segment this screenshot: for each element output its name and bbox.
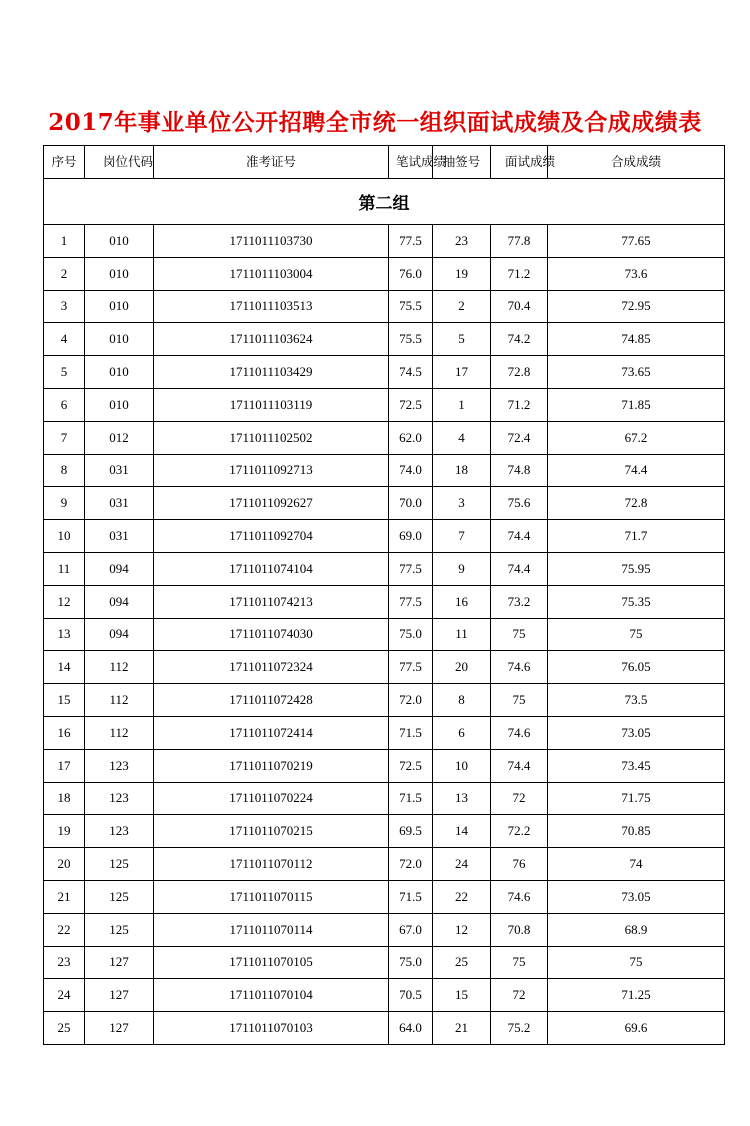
cell-post-code: 031 bbox=[85, 520, 154, 553]
cell-combined-score: 69.6 bbox=[548, 1012, 725, 1045]
cell-ticket: 1711011103429 bbox=[154, 356, 389, 389]
table-row bbox=[44, 684, 725, 717]
table-row bbox=[44, 225, 725, 258]
cell-ticket: 1711011092704 bbox=[154, 520, 389, 553]
header-seq: 序号 bbox=[44, 146, 85, 179]
cell-seq: 22 bbox=[44, 913, 85, 946]
cell-combined-score: 75 bbox=[548, 946, 725, 979]
cell-draw-number: 4 bbox=[433, 421, 491, 454]
cell-written-score: 77.5 bbox=[389, 225, 433, 258]
cell-seq: 6 bbox=[44, 388, 85, 421]
header-ticket: 准考证号 bbox=[154, 146, 389, 179]
cell-draw-number: 17 bbox=[433, 356, 491, 389]
cell-combined-score: 73.6 bbox=[548, 257, 725, 290]
cell-interview-score: 74.4 bbox=[491, 520, 548, 553]
cell-seq: 7 bbox=[44, 421, 85, 454]
cell-ticket: 1711011103513 bbox=[154, 290, 389, 323]
cell-interview-score: 73.2 bbox=[491, 585, 548, 618]
table-row bbox=[44, 585, 725, 618]
table-row bbox=[44, 979, 725, 1012]
cell-post-code: 127 bbox=[85, 979, 154, 1012]
table-row bbox=[44, 323, 725, 356]
cell-draw-number: 24 bbox=[433, 848, 491, 881]
cell-interview-score: 71.2 bbox=[491, 388, 548, 421]
cell-draw-number: 15 bbox=[433, 979, 491, 1012]
cell-draw-number: 12 bbox=[433, 913, 491, 946]
cell-interview-score: 72 bbox=[491, 979, 548, 1012]
cell-post-code: 094 bbox=[85, 618, 154, 651]
cell-written-score: 72.0 bbox=[389, 848, 433, 881]
cell-interview-score: 74.6 bbox=[491, 651, 548, 684]
cell-ticket: 1711011070104 bbox=[154, 979, 389, 1012]
cell-combined-score: 75.95 bbox=[548, 552, 725, 585]
table-row bbox=[44, 782, 725, 815]
cell-post-code: 123 bbox=[85, 782, 154, 815]
cell-draw-number: 9 bbox=[433, 552, 491, 585]
cell-draw-number: 20 bbox=[433, 651, 491, 684]
header-post-code: 岗位代码 bbox=[85, 146, 154, 179]
cell-post-code: 125 bbox=[85, 848, 154, 881]
cell-draw-number: 23 bbox=[433, 225, 491, 258]
table-row bbox=[44, 716, 725, 749]
cell-draw-number: 16 bbox=[433, 585, 491, 618]
cell-post-code: 123 bbox=[85, 749, 154, 782]
cell-ticket: 1711011103119 bbox=[154, 388, 389, 421]
cell-post-code: 010 bbox=[85, 388, 154, 421]
cell-interview-score: 74.2 bbox=[491, 323, 548, 356]
cell-interview-score: 74.4 bbox=[491, 552, 548, 585]
cell-seq: 23 bbox=[44, 946, 85, 979]
cell-written-score: 75.0 bbox=[389, 618, 433, 651]
table-row bbox=[44, 454, 725, 487]
cell-combined-score: 70.85 bbox=[548, 815, 725, 848]
cell-ticket: 1711011092627 bbox=[154, 487, 389, 520]
cell-combined-score: 73.05 bbox=[548, 716, 725, 749]
cell-draw-number: 21 bbox=[433, 1012, 491, 1045]
cell-post-code: 125 bbox=[85, 880, 154, 913]
cell-interview-score: 71.2 bbox=[491, 257, 548, 290]
cell-written-score: 69.5 bbox=[389, 815, 433, 848]
cell-ticket: 1711011072428 bbox=[154, 684, 389, 717]
cell-written-score: 71.5 bbox=[389, 782, 433, 815]
cell-seq: 2 bbox=[44, 257, 85, 290]
cell-combined-score: 75.35 bbox=[548, 585, 725, 618]
cell-ticket: 1711011074104 bbox=[154, 552, 389, 585]
table-row bbox=[44, 257, 725, 290]
cell-draw-number: 18 bbox=[433, 454, 491, 487]
table-row bbox=[44, 880, 725, 913]
cell-interview-score: 75.6 bbox=[491, 487, 548, 520]
cell-written-score: 77.5 bbox=[389, 552, 433, 585]
cell-interview-score: 74.4 bbox=[491, 749, 548, 782]
cell-draw-number: 14 bbox=[433, 815, 491, 848]
cell-post-code: 010 bbox=[85, 257, 154, 290]
cell-seq: 17 bbox=[44, 749, 85, 782]
cell-combined-score: 73.05 bbox=[548, 880, 725, 913]
header-row bbox=[44, 146, 725, 179]
cell-interview-score: 75 bbox=[491, 684, 548, 717]
cell-ticket: 1711011070112 bbox=[154, 848, 389, 881]
table-row bbox=[44, 487, 725, 520]
cell-seq: 12 bbox=[44, 585, 85, 618]
table-row bbox=[44, 290, 725, 323]
cell-post-code: 094 bbox=[85, 585, 154, 618]
cell-post-code: 010 bbox=[85, 323, 154, 356]
cell-written-score: 72.0 bbox=[389, 684, 433, 717]
group-row bbox=[44, 179, 725, 225]
cell-post-code: 010 bbox=[85, 356, 154, 389]
cell-post-code: 010 bbox=[85, 290, 154, 323]
table-row bbox=[44, 848, 725, 881]
cell-written-score: 75.0 bbox=[389, 946, 433, 979]
cell-written-score: 71.5 bbox=[389, 716, 433, 749]
cell-interview-score: 74.6 bbox=[491, 716, 548, 749]
table-row bbox=[44, 1012, 725, 1045]
cell-written-score: 74.5 bbox=[389, 356, 433, 389]
cell-seq: 11 bbox=[44, 552, 85, 585]
cell-written-score: 74.0 bbox=[389, 454, 433, 487]
cell-draw-number: 6 bbox=[433, 716, 491, 749]
cell-draw-number: 19 bbox=[433, 257, 491, 290]
table-row bbox=[44, 421, 725, 454]
cell-written-score: 62.0 bbox=[389, 421, 433, 454]
cell-post-code: 127 bbox=[85, 1012, 154, 1045]
cell-written-score: 70.0 bbox=[389, 487, 433, 520]
cell-written-score: 75.5 bbox=[389, 323, 433, 356]
cell-interview-score: 75.2 bbox=[491, 1012, 548, 1045]
cell-interview-score: 75 bbox=[491, 618, 548, 651]
cell-seq: 15 bbox=[44, 684, 85, 717]
cell-interview-score: 76 bbox=[491, 848, 548, 881]
cell-written-score: 71.5 bbox=[389, 880, 433, 913]
header-draw-number: 抽签号 bbox=[433, 146, 491, 179]
cell-ticket: 1711011103730 bbox=[154, 225, 389, 258]
cell-post-code: 123 bbox=[85, 815, 154, 848]
cell-combined-score: 67.2 bbox=[548, 421, 725, 454]
cell-post-code: 127 bbox=[85, 946, 154, 979]
cell-ticket: 1711011074213 bbox=[154, 585, 389, 618]
cell-combined-score: 75 bbox=[548, 618, 725, 651]
cell-ticket: 1711011102502 bbox=[154, 421, 389, 454]
cell-combined-score: 74.4 bbox=[548, 454, 725, 487]
cell-combined-score: 71.85 bbox=[548, 388, 725, 421]
cell-draw-number: 10 bbox=[433, 749, 491, 782]
cell-combined-score: 71.7 bbox=[548, 520, 725, 553]
cell-written-score: 72.5 bbox=[389, 749, 433, 782]
cell-ticket: 1711011072414 bbox=[154, 716, 389, 749]
cell-seq: 16 bbox=[44, 716, 85, 749]
cell-ticket: 1711011103004 bbox=[154, 257, 389, 290]
cell-seq: 24 bbox=[44, 979, 85, 1012]
cell-seq: 18 bbox=[44, 782, 85, 815]
cell-written-score: 64.0 bbox=[389, 1012, 433, 1045]
cell-interview-score: 72 bbox=[491, 782, 548, 815]
cell-ticket: 1711011074030 bbox=[154, 618, 389, 651]
cell-interview-score: 75 bbox=[491, 946, 548, 979]
cell-seq: 8 bbox=[44, 454, 85, 487]
cell-combined-score: 77.65 bbox=[548, 225, 725, 258]
cell-draw-number: 25 bbox=[433, 946, 491, 979]
cell-ticket: 1711011092713 bbox=[154, 454, 389, 487]
table-row bbox=[44, 946, 725, 979]
table-row bbox=[44, 815, 725, 848]
cell-combined-score: 73.5 bbox=[548, 684, 725, 717]
cell-interview-score: 72.8 bbox=[491, 356, 548, 389]
cell-written-score: 70.5 bbox=[389, 979, 433, 1012]
cell-written-score: 67.0 bbox=[389, 913, 433, 946]
table-row bbox=[44, 651, 725, 684]
cell-interview-score: 70.4 bbox=[491, 290, 548, 323]
cell-combined-score: 74 bbox=[548, 848, 725, 881]
cell-ticket: 1711011070105 bbox=[154, 946, 389, 979]
cell-combined-score: 74.85 bbox=[548, 323, 725, 356]
cell-interview-score: 74.6 bbox=[491, 880, 548, 913]
cell-combined-score: 72.95 bbox=[548, 290, 725, 323]
cell-post-code: 125 bbox=[85, 913, 154, 946]
cell-combined-score: 68.9 bbox=[548, 913, 725, 946]
cell-seq: 1 bbox=[44, 225, 85, 258]
cell-post-code: 112 bbox=[85, 684, 154, 717]
table-row bbox=[44, 913, 725, 946]
cell-written-score: 72.5 bbox=[389, 388, 433, 421]
cell-post-code: 010 bbox=[85, 225, 154, 258]
scores-table bbox=[43, 145, 725, 1045]
cell-draw-number: 3 bbox=[433, 487, 491, 520]
cell-draw-number: 7 bbox=[433, 520, 491, 553]
table-row bbox=[44, 388, 725, 421]
cell-seq: 14 bbox=[44, 651, 85, 684]
cell-seq: 4 bbox=[44, 323, 85, 356]
cell-draw-number: 2 bbox=[433, 290, 491, 323]
cell-combined-score: 71.75 bbox=[548, 782, 725, 815]
cell-post-code: 112 bbox=[85, 651, 154, 684]
cell-ticket: 1711011072324 bbox=[154, 651, 389, 684]
table-row bbox=[44, 552, 725, 585]
cell-post-code: 031 bbox=[85, 487, 154, 520]
cell-seq: 10 bbox=[44, 520, 85, 553]
cell-interview-score: 74.8 bbox=[491, 454, 548, 487]
cell-seq: 9 bbox=[44, 487, 85, 520]
header-written-score: 笔试成绩 bbox=[389, 146, 433, 179]
cell-written-score: 69.0 bbox=[389, 520, 433, 553]
cell-interview-score: 72.4 bbox=[491, 421, 548, 454]
cell-seq: 13 bbox=[44, 618, 85, 651]
cell-ticket: 1711011103624 bbox=[154, 323, 389, 356]
cell-written-score: 77.5 bbox=[389, 651, 433, 684]
cell-combined-score: 73.45 bbox=[548, 749, 725, 782]
table-row bbox=[44, 520, 725, 553]
header-interview-score: 面试成绩 bbox=[491, 146, 548, 179]
cell-ticket: 1711011070224 bbox=[154, 782, 389, 815]
cell-seq: 21 bbox=[44, 880, 85, 913]
cell-combined-score: 76.05 bbox=[548, 651, 725, 684]
cell-seq: 25 bbox=[44, 1012, 85, 1045]
cell-seq: 5 bbox=[44, 356, 85, 389]
cell-draw-number: 11 bbox=[433, 618, 491, 651]
cell-interview-score: 70.8 bbox=[491, 913, 548, 946]
cell-ticket: 1711011070215 bbox=[154, 815, 389, 848]
cell-draw-number: 1 bbox=[433, 388, 491, 421]
cell-post-code: 012 bbox=[85, 421, 154, 454]
cell-ticket: 1711011070114 bbox=[154, 913, 389, 946]
cell-ticket: 1711011070103 bbox=[154, 1012, 389, 1045]
cell-draw-number: 13 bbox=[433, 782, 491, 815]
cell-post-code: 112 bbox=[85, 716, 154, 749]
cell-draw-number: 22 bbox=[433, 880, 491, 913]
cell-written-score: 77.5 bbox=[389, 585, 433, 618]
cell-seq: 19 bbox=[44, 815, 85, 848]
cell-combined-score: 71.25 bbox=[548, 979, 725, 1012]
cell-draw-number: 5 bbox=[433, 323, 491, 356]
cell-combined-score: 72.8 bbox=[548, 487, 725, 520]
cell-ticket: 1711011070115 bbox=[154, 880, 389, 913]
table-row bbox=[44, 749, 725, 782]
cell-written-score: 75.5 bbox=[389, 290, 433, 323]
header-combined-score: 合成成绩 bbox=[548, 146, 725, 179]
cell-ticket: 1711011070219 bbox=[154, 749, 389, 782]
page-title: 2017年事业单位公开招聘全市统一组织面试成绩及合成成绩表 bbox=[48, 109, 702, 136]
cell-combined-score: 73.65 bbox=[548, 356, 725, 389]
cell-seq: 3 bbox=[44, 290, 85, 323]
cell-post-code: 094 bbox=[85, 552, 154, 585]
group-label: 第二组 bbox=[44, 179, 725, 225]
cell-draw-number: 8 bbox=[433, 684, 491, 717]
cell-written-score: 76.0 bbox=[389, 257, 433, 290]
table-row bbox=[44, 356, 725, 389]
cell-post-code: 031 bbox=[85, 454, 154, 487]
cell-interview-score: 77.8 bbox=[491, 225, 548, 258]
table-row bbox=[44, 618, 725, 651]
cell-interview-score: 72.2 bbox=[491, 815, 548, 848]
cell-seq: 20 bbox=[44, 848, 85, 881]
